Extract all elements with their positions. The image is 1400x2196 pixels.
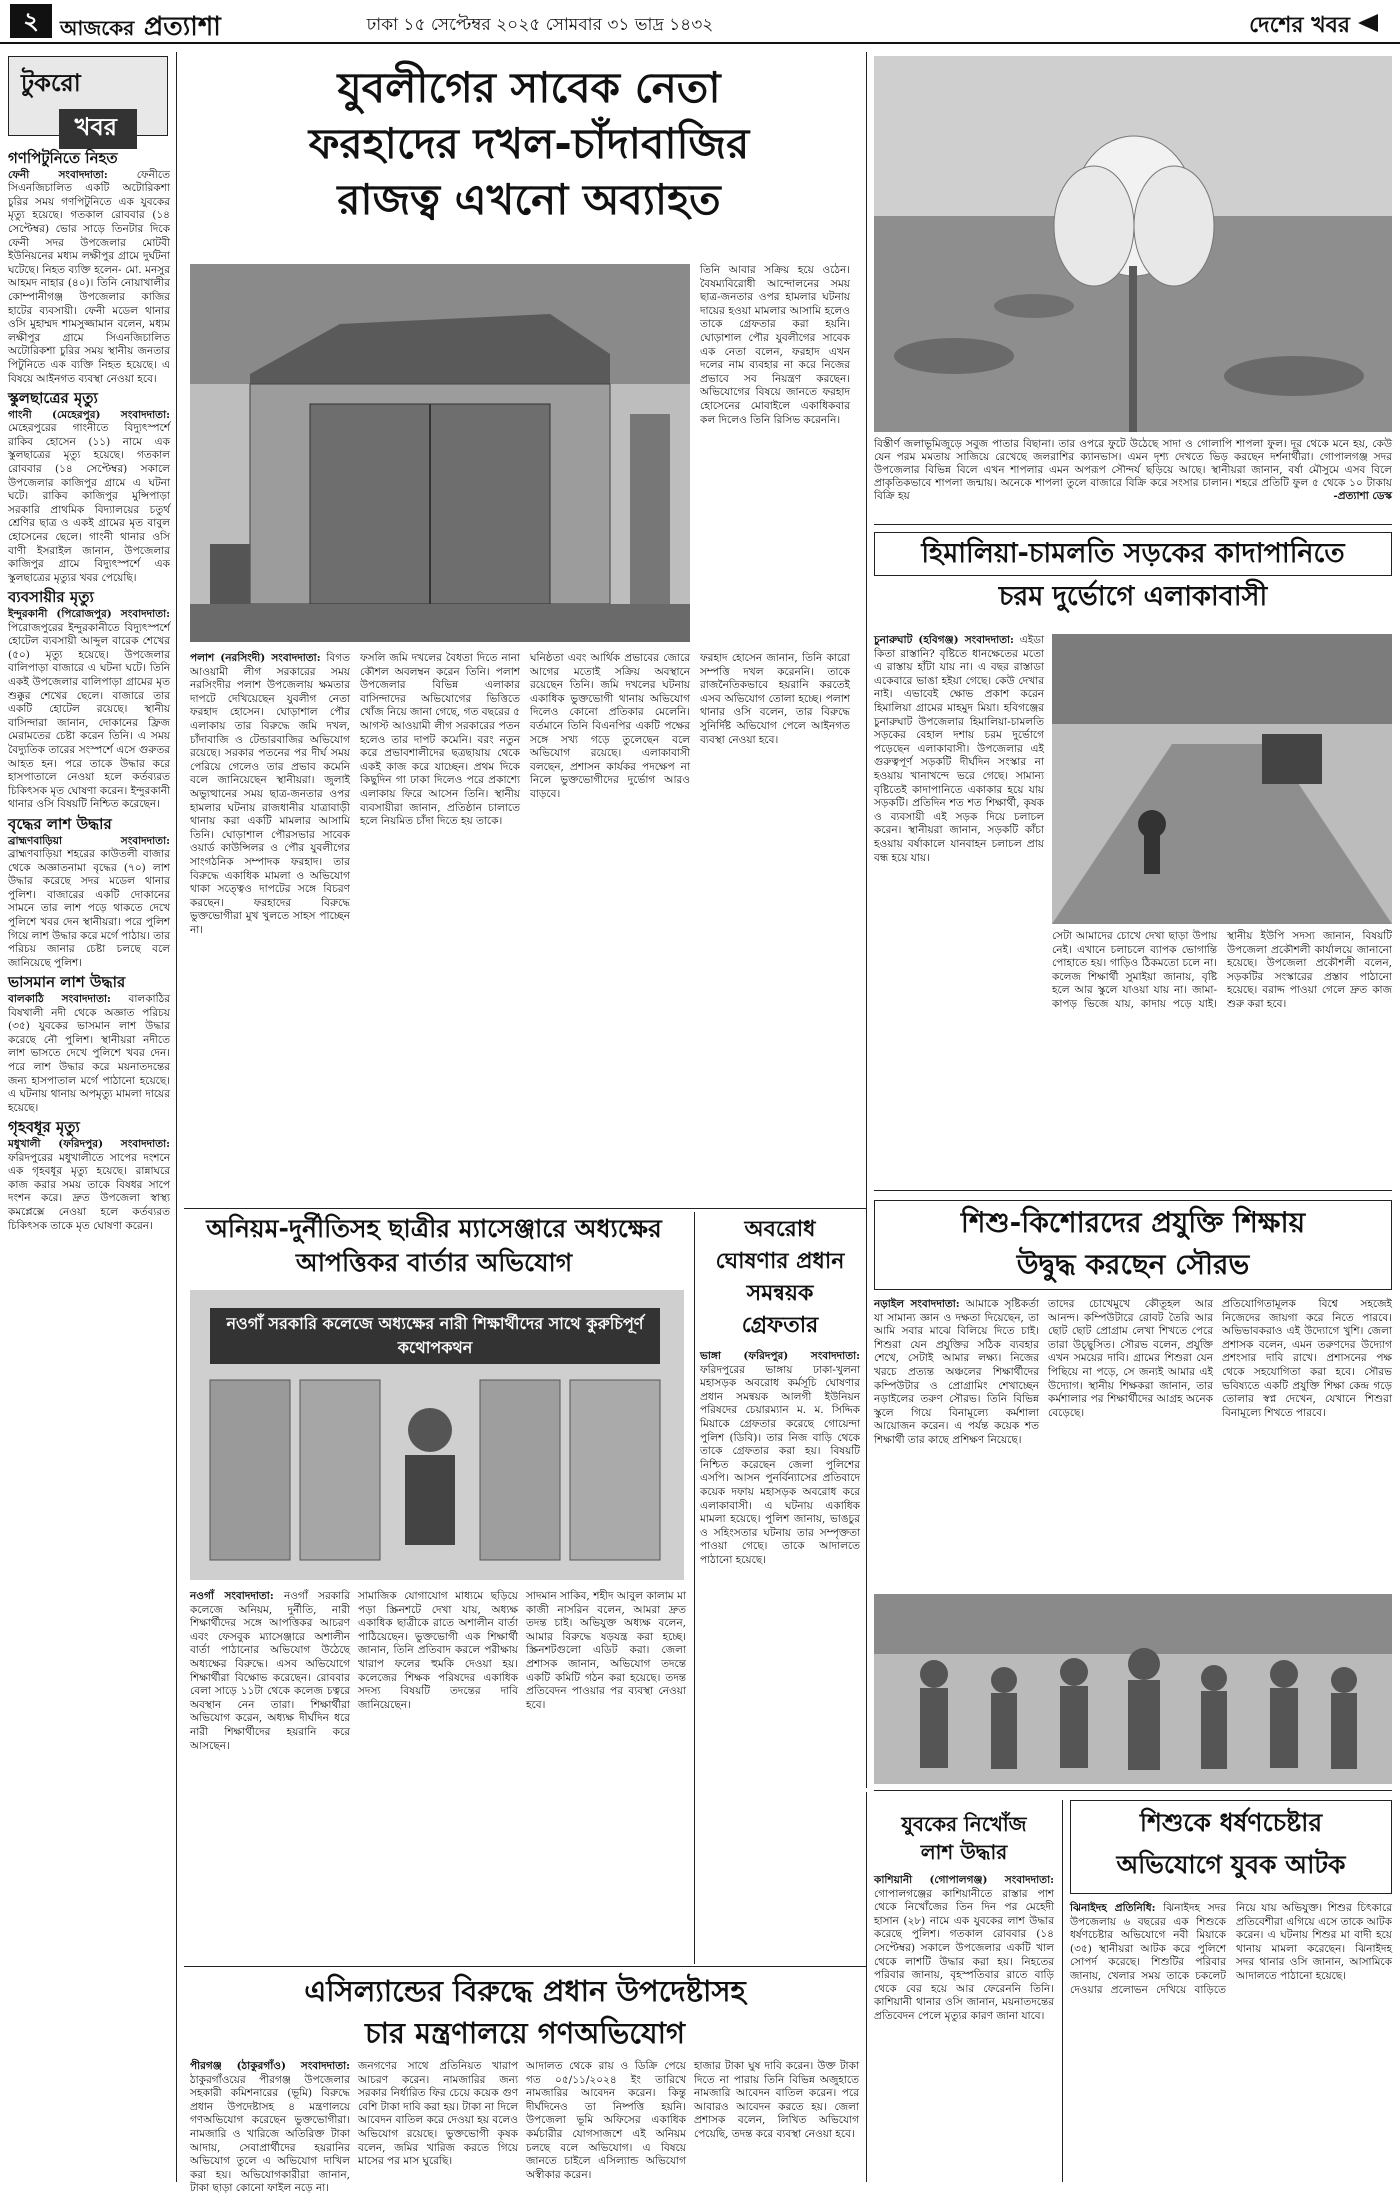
tukro-item-dateline: গাংনী (মেহেরপুর) সংবাদদাতা: [8,408,170,421]
esilland-text: ঠাকুরগাঁওয়ের পীরগঞ্জ উপজেলার সহকারী কমিশনারের (ভূমি) বিরুদ্ধে প্রধান উপদেষ্টাসহ ৪ মন্ত্রণালয়ে গণঅভিযোগ করেছেন ভুক্তভোগীরা। নামজারি ও খারিজে অতিরিক্ত টাকা আদায়, সেবাপ্রার্থীদের হয়রানির অভিযোগ তুলে এ অভিযোগ দাখিল করা হয়। অভিযোগকারীরা জানান, টাকা ছাড়া কোনো ফাইল নড়ে না। [190,2073,350,2195]
blockade-headline-line: গ্রেফতার [741,1313,819,1338]
tukro-item-body: মেহেরপুরের গাংনীতে বিদ্যুৎস্পর্শে রাকিব হোসেন (১১) নামে এক স্কুলছাত্রের মৃত্যু হয়েছে। গতকাল রোববার (১৪ সেপ্টেম্বর) সকালে উপজেলার কাজিপুর গ্রামে এ ঘটনা ঘটে। রাকিব কাজিপুর মুন্সিপাড়া সরকারি প্রাথমিক বিদ্যালয়ের চতুর্থ শ্রেণির ছাত্র ও একই গ্রামের মৃত বাবুল হোসেনের ছেলে। গাংনী থানার ওসি বাণী ইসরাইল জানান, উপজেলার কাজিপুর গ্রামে বিদ্যুৎস্পর্শে এক স্কুলছাত্রের মৃত্যুর খবর পেয়েছি। [8,422,170,584]
page-number: ২ [10,4,52,38]
missing-headline-line: লাশ উদ্ধার [920,1840,1008,1864]
sourav-headline-line: উদ্বুদ্ধ করছেন সৌরভ [1016,1248,1250,1281]
column-divider [176,52,177,2182]
tukro-item [8,973,170,1115]
lead-text: বিগত আওয়ামী লীগ সরকারের সময় নরসিংদীর পলাশ উপজেলায় ক্ষমতার দাপটে দেখিয়েছেন যুবলীগ নেতা ফরহাদ হোসেন। ঘোড়াশাল পৌর এলাকায় তার বিরুদ্ধে জমি দখল, চাঁদাবাজি ও টেন্ডারবাজির অভিযোগ রয়েছে। সরকার পতনের পর দীর্ঘ সময় পেরিয়ে গেলেও তার প্রভাব কমেনি বলে জানিয়েছেন স্থানীয়রা। জুলাই অভ্যুত্থানের সময় ছাত্র-জনতার ওপর হামলার ঘটনায় রাজধানীর যাত্রাবাড়ী থানায় করা একটি মামলার আসামি তিনি। ঘোড়াশাল পৌরসভার সাবেক ওয়ার্ড কাউন্সিলর ও পৌর যুবলীগের সাংগঠনিক সম্পাদক ফরহাদ। তার বিরুদ্ধে একাধিক মামলা ও অভিযোগ থাকা সত্ত্বেও দাপটের সঙ্গে বিচরণ করছেন। ফরহাদের বিরুদ্ধে ভুক্তভোগীরা মুখ খুলতে সাহস পাচ্ছেন না। [190,652,351,936]
esilland-headline [184,1970,866,2054]
missing-headline-line: যুবকের নিখোঁজ [901,1812,1027,1836]
blockade-headline [700,1214,860,1342]
lead-text: তিনি আবার সক্রিয় হয়ে ওঠেন। বৈষম্যবিরোধী আন্দোলনের সময় ছাত্র-জনতার ওপর হামলার ঘটনায় দায়ের হওয়া মামলার আসামি হলেও তাকে গ্রেফতার করা হয়নি। ঘোড়াশাল পৌর যুবলীগের সাবেক এক নেতা বলেন, ফরহাদ এখন দলের নাম ব্যবহার না করে নিজের প্রভাবে সব নিয়ন্ত্রণ করছেন। অভিযোগের বিষয়ে জানতে ফরহাদ হোসেনের মোবাইলে একাধিকবার কল দিলেও তিনি রিসিভ করেননি। [700,264,850,426]
lead-col-3 [530,652,690,1197]
principal-dateline: নওগাঁ সংবাদদাতা: [190,1590,274,1602]
blockade-headline-line: ঘোষণার প্রধান [715,1249,845,1274]
blockade-body [700,1350,860,1960]
principal-headline-line: আপত্তিকর বার্তার অভিযোগ [295,1248,573,1277]
missing-text: গোপালগঞ্জের কাশিয়ানীতে রাস্তার পাশ থেকে নিখোঁজের তিন দিন পর মেহেদী হাসান (২৮) নামে এক যুবকের লাশ উদ্ধার করেছে পুলিশ। গতকাল রোববার (১৪ সেপ্টেম্বর) সকালে উপজেলার একটি খাল থেকে লাশটি উদ্ধার করা হয়। নিহতের পরিবার জানায়, বৃহস্পতিবার রাতে বাড়ি থেকে বের হয়ে আর ফেরেননি তিনি। কাশিয়ানী থানার ওসি জানান, ময়নাতদন্তের প্রতিবেদন পেলে মৃত্যুর কারণ জানা যাবে। [874,1887,1054,2022]
column-divider [866,52,867,1222]
tukro-item-body: ফেনীতে সিএনজিচালিত একটি অটোরিকশা চুরির সময় গণপিটুনিতে এক যুবকের মৃত্যু হয়েছে। গতকাল রোববার (১৪ সেপ্টেম্বর) ভোর সাড়ে তিনটার দিকে ফেনী সদর উপজেলার মোটবী ইউনিয়নের মধ্যম লক্ষীপুর গ্রামে দুর্ঘটনা ঘটেছে। নিহত ব্যক্তি হলেন- মো. মনসুর আহমদ নাহার (৪০)। তিনি নোয়াখালীর কোম্পানীগঞ্জ উপজেলার কাজির হাটের ব্যবসায়ী। ফেনী মডেল থানার ওসি মুহাম্মদ শামসুজ্জামান বলেন, মধ্যম লক্ষীপুর গ্রামে সিএনজিচালিত অটোরিকশা চুরির সময় স্থানীয় জনতার পিটুনিতে এক ব্যক্তি নিহত হয়েছে। এ বিষয়ে আইনগত ব্যবস্থা নেওয়া হবে। [8,168,170,385]
sourav-col-1 [874,1298,1039,1588]
tukro-logo-top: টুকরো [21,69,81,97]
himalaya-body-2 [1052,930,1392,1180]
building-gate-illustration [190,264,690,642]
sourav-text: আমাকে সৃষ্টিকর্তা যা সামান্য জ্ঞান ও দক্ষতা দিয়েছেন, তা আমি সবার মাঝে বিলিয়ে দিতে চাই। শিশুরা যেন প্রযুক্তির সঠিক ব্যবহার শেখে, সেটাই আমার লক্ষ্য। নিজের খরচে প্রত্যন্ত অঞ্চলের শিক্ষার্থীদের কম্পিউটার ও প্রোগ্রামিং শেখাচ্ছেন নড়াইলের তরুণ সৌরভ। তিনি বিভিন্ন স্কুলে গিয়ে বিনামূল্যে কর্মশালা আয়োজন করেন। এ পর্যন্ত কয়েক শত শিক্ষার্থী তার কাছে প্রশিক্ষণ নিয়েছে। [874,1298,1039,1446]
assault-headline-line: শিশুকে ধর্ষণচেষ্টার [1139,1808,1323,1837]
lead-col-5 [700,652,850,1197]
logo-left: আজকের [60,16,135,40]
himalaya-text: এইডা কিতা রাস্তানি? বৃষ্টিতে ধানক্ষেতের মতো এ রাস্তায় হাঁটা যায় না। এ বছর রাস্তাডা একেবারে ভাঙা হইয়া গেছে। কেউ দেখার নাই। এভাবেই ক্ষোভ প্রকাশ করেন হিমালিয়া গ্রামের মাহমুদ মিয়া। হবিগঞ্জের চুনারুঘাট উপজেলার হিমালিয়া-চামলতি সড়কের বেহাল দশায় চরম দুর্ভোগে পড়েছেন এলাকাবাসী। উপজেলার এই গুরুত্বপূর্ণ সড়কটি দীর্ঘদিন সংস্কার না হওয়ায় খানাখন্দে ভরে গেছে। সামান্য বৃষ্টিতেই কাদাপানিতে একাকার হয়ে যায় সড়কটি। প্রতিদিন শত শত শিক্ষার্থী, কৃষক ও ব্যবসায়ী এই সড়ক দিয়ে চলাচল করেন। স্থানীয়রা জানান, সড়কটি কাঁচা হওয়ায় বর্ষাকালে যানবাহন চলাচল প্রায় বন্ধ হয়ে যায়। [874,634,1044,864]
lotus-photo [874,56,1392,432]
tukro-item-title: ব্যবসায়ীর মৃত্যু [8,588,94,607]
chat-screenshots-illustration [190,1290,684,1580]
sourav-text: তাদের চোখেমুখে কৌতূহল আর আনন্দ। কম্পিউটারে রোবট তৈরি আর ছোট ছোট প্রোগ্রাম লেখা শিখতে পেরে তারা উচ্ছ্বসিত। সৌরভ বলেন, প্রযুক্তি এখন সময়ের দাবি। গ্রামের শিশুরা যেন পিছিয়ে না পড়ে, সে জন্যই আমার এই উদ্যোগ। স্থানীয় শিক্ষকরা জানান, তার কর্মশালার পর শিক্ষার্থীদের আগ্রহ অনেক বেড়েছে। [1048,1298,1213,1419]
missing-dateline: কাশিয়ানী (গোপালগঞ্জ) সংবাদদাতা: [874,1874,1054,1886]
column-divider [1062,1800,1063,2182]
tukro-item-title: স্কুলছাত্রের মৃত্যু [8,389,98,408]
assault-body [1070,1902,1392,2182]
tukro-item-title: ভাসমান লাশ উদ্ধার [8,973,126,992]
lead-col-2 [360,652,520,1197]
principal-col-2 [358,1590,518,1960]
tukro-item-body: ফরিদপুরের মধুখালীতে সাপের দংশনে এক গৃহবধূর মৃত্যু হয়েছে। রান্নাঘরে কাজ করার সময় তাকে বিষধর সাপে দংশন করে। দ্রুত উপজেলা স্বাস্থ্য কমপ্লেক্সে নেওয়া হলে কর্তব্যরত চিকিৎসক তাকে মৃত ঘোষণা করেন। [8,1151,170,1232]
principal-text: নওগাঁ সরকারি কলেজে অনিয়ম, দুর্নীতি, নারী শিক্ষার্থীদের সঙ্গে আপত্তিকর আচরণ এবং ফেসবুক ম্যাসেঞ্জারে অশালীন বার্তা পাঠানোর অভিযোগ উঠেছে অধ্যক্ষের বিরুদ্ধে। এসব অভিযোগে শিক্ষার্থীরা বিক্ষোভ করেছেন। রোববার বেলা সাড়ে ১১টা থেকে কলেজ চত্বরে অবস্থান নেন তারা। শিক্ষার্থীরা অভিযোগ করেন, অধ্যক্ষ দীর্ঘদিন ধরে নারী শিক্ষার্থীদের হয়রানি করে আসছেন। [190,1590,350,1752]
missing-body [874,1874,1054,2182]
lotus-field-illustration [874,56,1392,432]
lead-text: ফরহাদ হোসেন জানান, তিনি কারো সম্পত্তি দখল করেননি। তাকে রাজনৈতিকভাবে হয়রানি করতেই এসব অভিযোগ তোলা হচ্ছে। পলাশ থানার ওসি বলেন, তার বিরুদ্ধে সুনির্দিষ্ট অভিযোগ পেলে আইনগত ব্যবস্থা নেওয়া হবে। [700,652,850,746]
tukro-item-body: ব্রাহ্মণবাড়িয়া শহরের কাউতলী বাজার থেকে অজ্ঞাতনামা বৃদ্ধের (৭০) লাশ উদ্ধার করেছে সদর মডেল থানার পুলিশ। বাজারের একটি দোকানের সামনে তার লাশ পড়ে থাকতে দেখে পুলিশে খবর দেন স্থানীয়রা। পরে পুলিশ গিয়ে লাশ উদ্ধার করে মর্গে পাঠায়। তার পরিচয় জানার চেষ্টা চলছে বলে জানিয়েছে পুলিশ। [8,848,170,969]
tukro-column [8,146,170,2181]
esilland-col-4 [694,2060,859,2182]
section-divider [874,1790,1392,1791]
esilland-text: জনগণের সাথে প্রতিনিয়ত খারাপ আচরণ করেন। নামজারির জন্য সরকার নির্ধারিত ফির চেয়ে কয়েক গুণ বেশি টাকা দাবি করা হয়। টাকা না দিলে আবেদন বাতিল করে দেওয়া হয় বলেও অভিযোগ রয়েছে। ভুক্তভোগী কৃষক বলেন, জমির খারিজ করতে গিয়ে মাসের পর মাস ঘুরেছি। [358,2060,518,2168]
tukro-khobor-logo [8,56,168,141]
photo-credit: -প্রত্যাশা ডেস্ক [1333,490,1392,502]
sourav-col-2 [1048,1298,1213,1588]
section-arrow-icon [1358,14,1378,32]
students-group-illustration [874,1594,1392,1784]
lead-photo [190,264,690,642]
masthead-logo [60,6,221,42]
tukro-item [8,588,170,812]
himalaya-headline-line: হিমালিয়া-চামলতি সড়কের কাদাপানিতে [874,532,1392,576]
lead-col-1 [190,652,350,1197]
esilland-text: আদালত থেকে রায় ও ডিক্রি পেয়ে গত ০৫/১১/২০২৪ ইং তারিখে নামজারির আবেদন করেন। কিন্তু দীর্ঘদিনেও তা নিষ্পত্তি হয়নি। উপজেলা ভূমি অফিসের একাধিক কর্মচারীর যোগসাজশে এই অনিয়ম চলছে বলে অভিযোগ। এ বিষয়ে জানতে চাইলে এসিল্যান্ড অভিযোগ অস্বীকার করেন। [526,2060,686,2181]
page-header [0,0,1400,44]
section-divider [184,1208,866,1209]
tukro-logo-bottom: খবর [59,109,137,149]
esilland-headline-line: চার মন্ত্রণালয়ে গণঅভিযোগ [364,2016,686,2050]
principal-text: সামাজিক যোগাযোগ মাধ্যমে ছড়িয়ে পড়া স্ক্রিনশটে দেখা যায়, অধ্যক্ষ একাধিক ছাত্রীকে রাতে অশালীন বার্তা পাঠিয়েছেন। ভুক্তভোগী এক শিক্ষার্থী জানান, তিনি প্রতিবাদ করলে পরীক্ষায় খারাপ ফলের হুমকি দেওয়া হয়। কলেজের শিক্ষক পরিষদের একাধিক সদস্য বিষয়টি তদন্তের দাবি জানিয়েছেন। [358,1590,518,1711]
esilland-headline-line: এসিল্যান্ডের বিরুদ্ধে প্রধান উপদেষ্টাসহ [304,1974,746,2008]
lead-headline-line: যুবলীগের সাবেক নেতা [337,63,721,112]
sourav-headline-line: শিশু-কিশোরদের প্রযুক্তি শিক্ষায় [960,1206,1306,1239]
column-divider [866,1196,867,1788]
principal-col-3 [526,1590,686,1960]
principal-headline [184,1212,684,1280]
section-divider [874,1190,1392,1191]
blockade-headline-line: সমন্বয়ক [746,1281,814,1306]
tukro-item-dateline: ব্রাহ্মণবাড়িয়া সংবাদদাতা: [8,834,170,847]
esilland-text: হাজার টাকা ঘুষ দাবি করেন। উক্ত টাকা দিতে না পারায় তিনি বিভিন্ন অজুহাতে নামজারি আবেদন বাতিল করেন। পরে আবারও আবেদন করতে হয়। জেলা প্রশাসক বলেন, লিখিত অভিযোগ পেয়েছি, তদন্ত করে ব্যবস্থা নেওয়া হবে। [694,2060,859,2140]
principal-text: সাদমান সাকিব, শহীদ আবুল কালাম মা কাজী নাসরিন বলেন, আমরা দ্রুত তদন্ত চাই। অভিযুক্ত অধ্যক্ষ বলেন, আমার বিরুদ্ধে ষড়যন্ত্র করা হচ্ছে। স্ক্রিনশটগুলো এডিট করা। জেলা প্রশাসক জানান, অভিযোগ তদন্তে একটি কমিটি গঠন করা হয়েছে। তদন্ত প্রতিবেদন পাওয়ার পর ব্যবস্থা নেওয়া হবে। [526,1590,686,1711]
himalaya-dateline: চুনারুঘাট (হবিগঞ্জ) সংবাদদাতা: [874,634,1014,646]
sourav-dateline: নড়াইল সংবাদদাতা: [874,1298,960,1310]
section-divider [874,524,1392,525]
esilland-col-1 [190,2060,350,2195]
esilland-col-2 [358,2060,518,2182]
sourav-text: প্রতিযোগিতামূলক বিশ্বে সহজেই নিজেদের জায়গা করে নিতে পারবে। অভিভাবকরাও এই উদ্যোগে খুশি। জেলা প্রশাসক বলেন, এমন তরুণদের উদ্যোগ প্রশংসার দাবি রাখে। প্রশাসনের পক্ষ থেকে সহযোগিতা করা হবে। সৌরভ ভবিষ্যতে একটি প্রযুক্তি শিক্ষা কেন্দ্র গড়ে তোলার স্বপ্ন দেখেন, যেখানে শিশুরা বিনামূল্যে শিখতে পারবে। [1222,1298,1392,1419]
column-divider [694,1212,695,1964]
tukro-item-title: গণপিটুনিতে নিহত [8,149,118,167]
sourav-headline-box [874,1200,1392,1290]
blockade-dateline: ভাঙ্গা (ফরিদপুর) সংবাদদাতা: [700,1350,860,1362]
section-divider [184,1966,866,1967]
logo-right: প্রত্যাশা [143,12,221,42]
blockade-text: ফরিদপুরের ভাঙ্গায় ঢাকা-খুলনা মহাসড়ক অবরোধ কর্মসূচি ঘোষণার প্রধান সমন্বয়ক আলগী ইউনিয়ন পরিষদের চেয়ারম্যান ম. ম. সিদ্দিক মিয়াকে গ্রেফতার করেছে গোয়েন্দা পুলিশ (ডিবি)। তার নিজ বাড়ি থেকে তাকে গ্রেফতার করা হয়। বিষয়টি নিশ্চিত করেছেন জেলা পুলিশের এসপি। আসন পুনর্বিন্যাসের প্রতিবাদে কয়েক দফায় মহাসড়ক অবরোধ করে এলাকাবাসী। এ ঘটনায় একাধিক মামলা হয়েছে। পুলিশ জানায়, ভাঙচুর ও সহিংসতার ঘটনায় তার সম্পৃক্ততা পাওয়া গেছে। তাকে আদালতে পাঠানো হয়েছে। [700,1363,860,1566]
himalaya-body-1 [874,634,1044,1179]
lead-col-4 [700,264,850,642]
lotus-caption-text: বিস্তীর্ণ জলাভূমিজুড়ে সবুজ পাতার বিছানা। তার ওপরে ফুটে উঠেছে সাদা ও গোলাপি শাপলা ফুল। দূর থেকে মনে হয়, কেউ যেন পরম মমতায় সাজিয়ে রেখেছে জলরাশির ক্যানভাস। এমন দৃশ্য দেখতে ভিড় করছেন দর্শনার্থীরা। গোপালগঞ্জ সদর উপজেলার বিভিন্ন বিলে এখন শাপলার এমন অপরূপ সৌন্দর্য ছড়িয়ে আছে। স্থানীয়রা জানান, বর্ষা মৌসুমে এসব বিলে প্রাকৃতিকভাবে শাপলা জন্মায়। অনেকে শাপলা তুলে বাজারে বিক্রি করে সংসার চালান। শহরে প্রতিটি ফুল ৫ থেকে ১০ টাকায় বিক্রি হয় [874,438,1392,502]
lead-dateline: পলাশ (নরসিংদী) সংবাদদাতা: [190,652,321,664]
tukro-item [8,389,170,585]
assault-headline-box [1070,1800,1392,1894]
column-divider [866,1792,867,2182]
road-photo [1052,634,1392,924]
principal-headline-line: অনিয়ম-দুর্নীতিসহ ছাত্রীর ম্যাসেঞ্জারে অধ্যক্ষের [206,1214,662,1243]
lead-headline-line: রাজত্ব এখনো অব্যাহত [337,175,721,224]
esilland-col-3 [526,2060,686,2182]
tukro-item [8,814,170,971]
himalaya-text: সেটা আমাদের চোখে দেখা ছাড়া উপায় নেই। এখানে চলাচলে ব্যাপক ভোগান্তি পোহাতে হয়। গাড়িও ঠিকমতো চলে না। কলেজ শিক্ষার্থী সুমাইয়া জানায়, বৃষ্টি হলে আর স্কুলে যাওয়া যায় না। জামা-কাপড় ভিজে যায়, কাদায় পড়ে যাই। স্থানীয় ইউপি সদস্য জানান, বিষয়টি উপজেলা প্রকৌশলী কার্যালয়ে জানানো হয়েছে। উপজেলা প্রকৌশলী বলেন, সড়কটির সংস্কারের প্রস্তাব পাঠানো হয়েছে। বরাদ্দ পাওয়া গেলে দ্রুত কাজ শুরু করা হবে। [1052,930,1392,1010]
tukro-item-body: পিরোজপুরের ইন্দুরকানীতে বিদ্যুৎস্পর্শে হোটেল ব্যবসায়ী আব্দুল বারেক শেখের (৫০) মৃত্যু হয়েছে। উপজেলার বালিপাড়া বাজারে এ ঘটনা ঘটে। তিনি একই উপজেলার বালিপাড়া গ্রামের মৃত শুক্কুর শেখের ছেলে। বাজারে তার একটি হোটেল রয়েছে। স্থানীয় বাসিন্দারা জানান, দোকানের ফ্রিজ মেরামতের চেষ্টা করেন তিনি। এ সময় বৈদ্যুতিক তারের সংস্পর্শে এসে গুরুতর আহত হন। পরে তাকে উদ্ধার করে হাসপাতালে নেওয়া হলে কর্তব্যরত চিকিৎসক মৃত ঘোষণা করেন। ইন্দুরকানী থানার ওসি বিষয়টি নিশ্চিত করেছেন। [8,621,170,811]
principal-banner: নওগাঁ সরকারি কলেজে অধ্যক্ষের নারী শিক্ষার্থীদের সাথে কুরুচিপূর্ণ কথোপকথন [210,1308,660,1364]
lead-headline [184,60,874,228]
principal-photo [190,1290,684,1580]
lotus-caption [874,438,1392,520]
principal-col-1 [190,1590,350,1960]
tukro-item-dateline: ইন্দুরকানী (পিরোজপুর) সংবাদদাতা: [8,608,170,620]
missing-headline [874,1810,1054,1866]
assault-text: ঝিনাইদহ সদর উপজেলায় ৬ বছরের এক শিশুকে ধর্ষণচেষ্টার অভিযোগে নবী মিয়াকে (৩৫) স্থানীয়রা আটক করে পুলিশে সোপর্দ করেছে। শিশুটির পরিবার জানায়, খেলার সময় তাকে চকলেট দেওয়ার প্রলোভন দেখিয়ে বাড়িতে নিয়ে যায় অভিযুক্ত। শিশুর চিৎকারে প্রতিবেশীরা এগিয়ে এসে তাকে আটক করেন। এ ঘটনায় শিশুর মা বাদী হয়ে থানায় মামলা করেছেন। ঝিনাইদহ সদর থানার ওসি জানান, আসামিকে আদালতে পাঠানো হয়েছে। [1070,1902,1392,1996]
dateline: ঢাকা ১৫ সেপ্টেম্বর ২০২৫ সোমবার ৩১ ভাদ্র ১৪৩২ [366,15,714,35]
himalaya-headline-box [874,532,1392,624]
tukro-item [8,1118,170,1233]
tukro-item-dateline: ফেনী সংবাদদাতা: [8,168,108,181]
assault-headline-line: অভিযোগে যুবক আটক [1116,1850,1346,1879]
sourav-col-3 [1222,1298,1392,1588]
sourav-photo [874,1594,1392,1784]
muddy-road-illustration [1052,634,1392,924]
lead-text: ঘনিষ্ঠতা এবং আর্থিক প্রভাবের জোরে আগের মতোই সক্রিয় অবস্থানে রয়েছেন তিনি। জমি দখলের ঘটনায় একাধিক ভুক্তভোগী থানায় অভিযোগ দিলেও কোনো প্রতিকার মেলেনি। বর্তমানে তিনি বিএনপির একটি পক্ষের সঙ্গে সখ্য গড়ে তুলেছেন বলে অভিযোগ রয়েছে। এলাকাবাসী বলছেন, প্রশাসন কার্যকর পদক্ষেপ না নিলে ভুক্তভোগীদের দুর্ভোগ আরও বাড়বে। [530,652,690,800]
himalaya-headline-line: চরম দুর্ভোগে এলাকাবাসী [998,581,1268,612]
section-name: দেশের খবর [1249,13,1350,38]
blockade-headline-line: অবরোধ [744,1217,816,1242]
tukro-item [8,149,170,386]
esilland-dateline: পীরগঞ্জ (ঠাকুরগাঁও) সংবাদদাতা: [190,2060,350,2072]
tukro-item-dateline: মধুখালী (ফরিদপুর) সংবাদদাতা: [8,1137,170,1150]
tukro-item-title: বৃদ্ধের লাশ উদ্ধার [8,814,112,833]
lead-headline-line: ফরহাদের দখল-চাঁদাবাজির [308,119,750,168]
tukro-item-title: গৃহবধূর মৃত্যু [8,1118,80,1137]
tukro-item-body: বালকাঠির বিষখালী নদী থেকে অজ্ঞাত পরিচয় (৩৫) যুবকের ভাসমান লাশ উদ্ধার করেছে নৌ পুলিশ। স্থানীয়রা নদীতে লাশ ভাসতে দেখে পুলিশে খবর দেন। পরে লাশ উদ্ধার করে ময়নাতদন্তের জন্য হাসপাতাল মর্গে পাঠানো হয়েছে। এ ঘটনায় থানায় অপমৃত্যু মামলা দায়ের হয়েছে। [8,993,170,1114]
lead-text: ফসলি জমি দখলের বৈধতা দিতে নানা কৌশল অবলম্বন করেন তিনি। পলাশ উপজেলার বিভিন্ন এলাকার বাসিন্দাদের অভিযোগের ভিত্তিতে খোঁজ নিয়ে জানা গেছে, গত বছরের ৫ আগস্ট আওয়ামী লীগ সরকারের পতন হলেও তার দাপট কমেনি। বরং নতুন করে প্রভাবশালীদের ছত্রছায়ায় থেকে একই কাজ করে যাচ্ছেন। প্রথম দিকে কিছুদিন গা ঢাকা দিলেও পরে প্রকাশ্যে এলাকায় ফিরে আসেন তিনি। স্থানীয় ব্যবসায়ীরা জানান, প্রতিষ্ঠান চালাতে হলে নিয়মিত চাঁদা দিতে হয় তাকে। [360,652,520,828]
tukro-item-dateline: বালকাঠি সংবাদদাতা: [8,993,111,1006]
assault-dateline: ঝিনাইদহ প্রতিনিধি: [1070,1902,1156,1914]
